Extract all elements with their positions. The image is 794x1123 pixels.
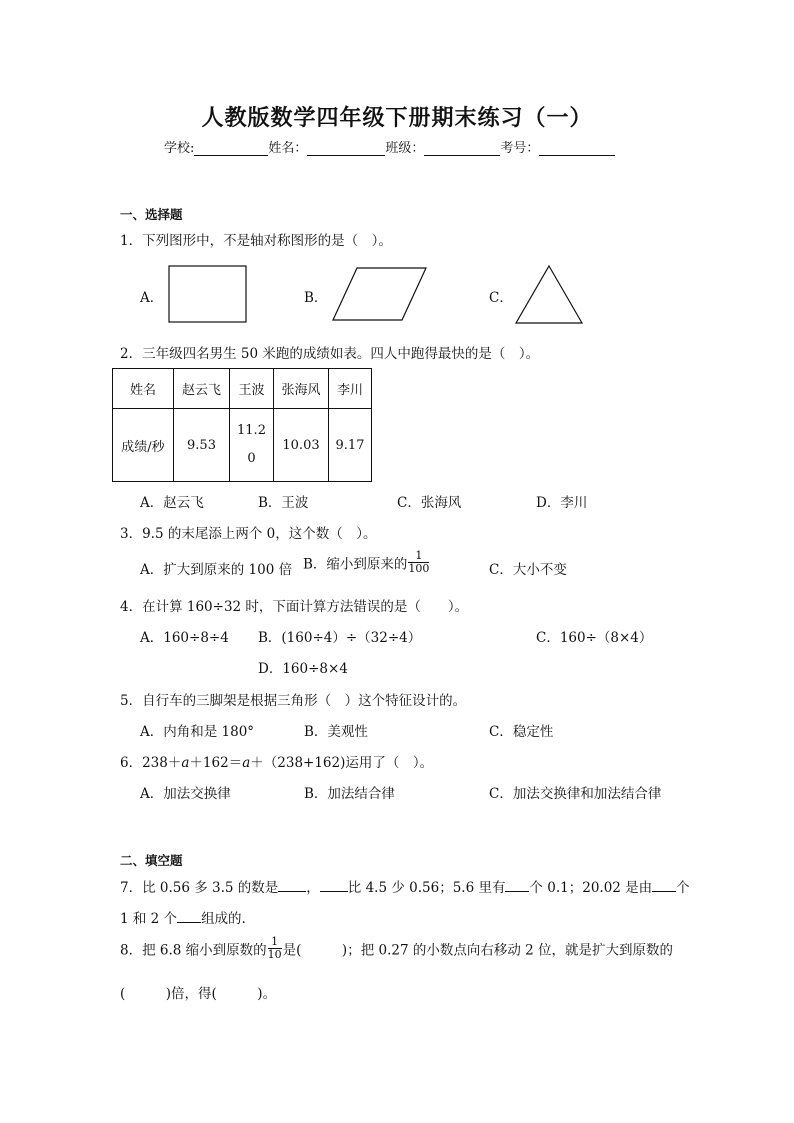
answer-blank <box>652 879 676 892</box>
question-7-part: 1 和 2 个 <box>120 911 178 927</box>
question-1-option-c: C． <box>489 290 513 306</box>
question-3-option-a: A．扩大到原来的 100 倍 <box>140 562 293 578</box>
table-row <box>113 409 372 482</box>
variable-a: a <box>242 755 251 771</box>
question-5-option-c: C．稳定性 <box>489 724 554 740</box>
table-cell: 9.53 <box>174 409 230 482</box>
question-2-option-b: B．王波 <box>258 495 309 511</box>
question-7-line-1 <box>120 876 690 896</box>
question-1-option-a: A． <box>140 290 164 306</box>
question-8-part: 8．把 6.8 缩小到原数的 <box>120 942 267 959</box>
table-cell-line: 11.2 <box>237 423 266 438</box>
student-info-line <box>164 137 615 156</box>
table-header-cell: 李川 <box>329 369 372 409</box>
question-4-text: 4．在计算 160÷32 时，下面计算方法错误的是（ ）。 <box>120 599 469 615</box>
table-cell-line: 0 <box>247 451 256 466</box>
question-1-text: 1．下列图形中，不是轴对称图形的是（ ）。 <box>120 233 392 249</box>
exam-no-blank <box>539 141 615 156</box>
question-3-text: 3．9.5 的末尾添上两个 0，这个数（ ）。 <box>120 526 377 542</box>
question-6-option-b: B．加法结合律 <box>304 786 395 802</box>
question-7-part: ， <box>306 880 320 896</box>
question-6-option-c: C．加法交换律和加法结合律 <box>489 786 662 802</box>
question-8-line-2: ( )倍，得( )。 <box>120 986 277 1002</box>
table-header-cell: 张海风 <box>274 369 329 409</box>
rectangle-figure <box>168 264 248 324</box>
table-header-cell: 姓名 <box>113 369 174 409</box>
fraction-denominator: 10 <box>267 948 282 961</box>
triangle-figure <box>514 264 584 326</box>
table-cell: 10.03 <box>274 409 329 482</box>
school-label: 学校: <box>164 141 195 156</box>
question-7-part: 比 4.5 少 0.56；5.6 里有 <box>347 880 506 896</box>
question-7-part: 个 <box>676 880 690 896</box>
variable-a: a <box>181 755 190 771</box>
question-6-text <box>120 751 433 771</box>
question-8-line-1 <box>120 936 673 961</box>
answer-blank <box>278 879 306 892</box>
question-7-part: 7．比 0.56 多 3.5 的数是 <box>120 880 279 896</box>
table-cell: 9.17 <box>329 409 372 482</box>
answer-blank <box>320 879 348 892</box>
question-4-option-d: D．160÷8×4 <box>258 661 348 677</box>
question-6-part: 6．238＋ <box>120 755 182 771</box>
answer-blank <box>505 879 529 892</box>
table-row-label: 成绩/秒 <box>113 409 174 482</box>
question-2-text: 2．三年级四名男生 50 米跑的成绩如表。四人中跑得最快的是（ ）。 <box>120 346 540 362</box>
question-4-option-c: C．160÷（8×4） <box>536 630 653 646</box>
question-3-option-c: C．大小不变 <box>489 562 567 578</box>
question-2-option-d: D．李川 <box>536 495 588 511</box>
table-header-cell: 赵云飞 <box>174 369 230 409</box>
question-6-part: ＋（238+162)运用了（ ）。 <box>250 755 434 771</box>
table-header-cell: 王波 <box>230 369 274 409</box>
fraction-numerator: 1 <box>408 550 429 563</box>
name-blank <box>307 141 385 156</box>
fraction-denominator: 100 <box>408 562 430 575</box>
question-7-part: 个 0.1；20.02 是由 <box>529 880 653 896</box>
question-4-option-b: B．(160÷4）÷（32÷4） <box>258 630 422 646</box>
fraction-numerator: 1 <box>268 936 282 949</box>
section-1-heading: 一、选择题 <box>120 207 183 222</box>
question-6-option-a: A．加法交换律 <box>140 786 231 802</box>
question-1-option-b: B． <box>304 290 328 306</box>
class-blank <box>424 141 500 156</box>
running-score-table <box>112 368 372 482</box>
fraction-one-tenth <box>268 936 282 961</box>
question-8-part: 是( )；把 0.27 的小数点向右移动 2 位，就是扩大到原数的 <box>282 942 674 959</box>
question-2-option-a: A．赵云飞 <box>140 495 204 511</box>
answer-blank <box>177 910 201 923</box>
page-title: 人教版数学四年级下册期末练习（一） <box>201 105 593 131</box>
question-7-part: 组成的. <box>201 911 246 927</box>
table-cell <box>230 409 274 482</box>
question-7-line-2 <box>120 907 246 927</box>
question-5-text: 5．自行车的三脚架是根据三角形（ ）这个特征设计的。 <box>120 693 467 709</box>
parallelogram-figure <box>330 266 428 322</box>
question-3-option-b <box>303 550 430 575</box>
exam-no-label: 考号： <box>500 141 540 156</box>
name-label: 姓名： <box>268 141 308 156</box>
question-5-option-b: B．美观性 <box>304 724 368 740</box>
question-6-part: ＋162＝ <box>189 755 243 771</box>
section-2-heading: 二、填空题 <box>120 853 183 868</box>
school-blank <box>194 141 268 156</box>
fraction-one-hundredth <box>408 550 429 575</box>
question-4-option-a: A．160÷8÷4 <box>140 630 229 646</box>
question-5-option-a: A．内角和是 180° <box>140 724 255 740</box>
class-label: 班级： <box>385 141 425 156</box>
question-2-option-c: C．张海风 <box>397 495 462 511</box>
table-header-row <box>113 369 372 409</box>
question-3-option-b-text: B．缩小到原来的 <box>303 556 408 573</box>
